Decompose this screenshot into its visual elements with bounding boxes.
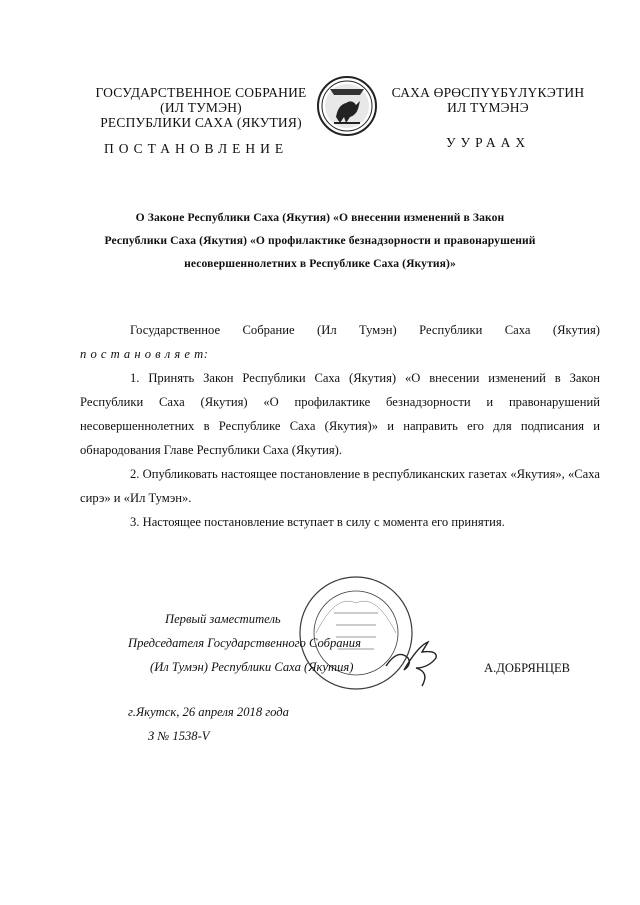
item-2: 2. Опубликовать настоящее постановление в республиканских газетах «Якутия», «Саха сирэ» и «Ил Тумэн». — [80, 467, 600, 505]
signature-position-line1: Первый заместитель — [165, 612, 281, 626]
item-1: 1. Принять Закон Республики Саха (Якутия) «О внесении изменений в Закон Республики Саха (Якутия) «О профилактике безнадзорности и правонарушений несовершеннолетних в Республике Саха (Якутия)» и направить его для подписания и обнародования Главе Республики Саха (Якутия). — [80, 371, 600, 457]
title-line3: несовершеннолетних в Республике Саха (Якутия)» — [184, 257, 456, 270]
signatory-name: А.ДОБРЯНЦЕВ — [484, 661, 571, 675]
item-3: 3. Настоящее постановление вступает в силу с момента его принятия. — [130, 515, 505, 529]
title-line1: О Законе Республики Саха (Якутия) «О внесении изменений в Закон — [135, 211, 505, 224]
header-right-line2: ИЛ ТҮМЭНЭ — [447, 100, 529, 115]
signature-position-line3: (Ил Тумэн) Республики Саха (Якутия) — [150, 660, 354, 674]
title-line2: Республики Саха (Якутия) «О профилактике безнадзорности и правонарушений — [104, 234, 536, 247]
coat-of-arms-icon — [316, 75, 378, 137]
header-right — [383, 85, 593, 115]
resolves-text: п о с т а н о в л я е т: — [80, 347, 209, 361]
doc-type-sah: УУРААХ — [446, 135, 531, 150]
document-number: З № 1538-V — [148, 729, 210, 743]
signature-position-line2: Председателя Государственного Собрания — [128, 636, 361, 650]
doc-type-ru: ПОСТАНОВЛЕНИЕ — [104, 141, 289, 156]
intro-text: Государственное Собрание (Ил Тумэн) Республики Саха (Якутия) — [130, 323, 600, 337]
header-left — [90, 85, 312, 130]
header-left-line2: (ИЛ ТУМЭН) — [160, 100, 242, 115]
handwritten-signature — [378, 628, 448, 688]
header-left-line1: ГОСУДАРСТВЕННОЕ СОБРАНИЕ — [95, 85, 307, 100]
document-body — [80, 318, 600, 534]
document-title — [80, 206, 560, 275]
header-left-line3: РЕСПУБЛИКИ САХА (ЯКУТИЯ) — [100, 115, 302, 130]
header-right-line1: САХА ӨРӨСПҮҮБҮЛҮКЭТИН — [391, 85, 585, 100]
place-date: г.Якутск, 26 апреля 2018 года — [128, 705, 289, 719]
